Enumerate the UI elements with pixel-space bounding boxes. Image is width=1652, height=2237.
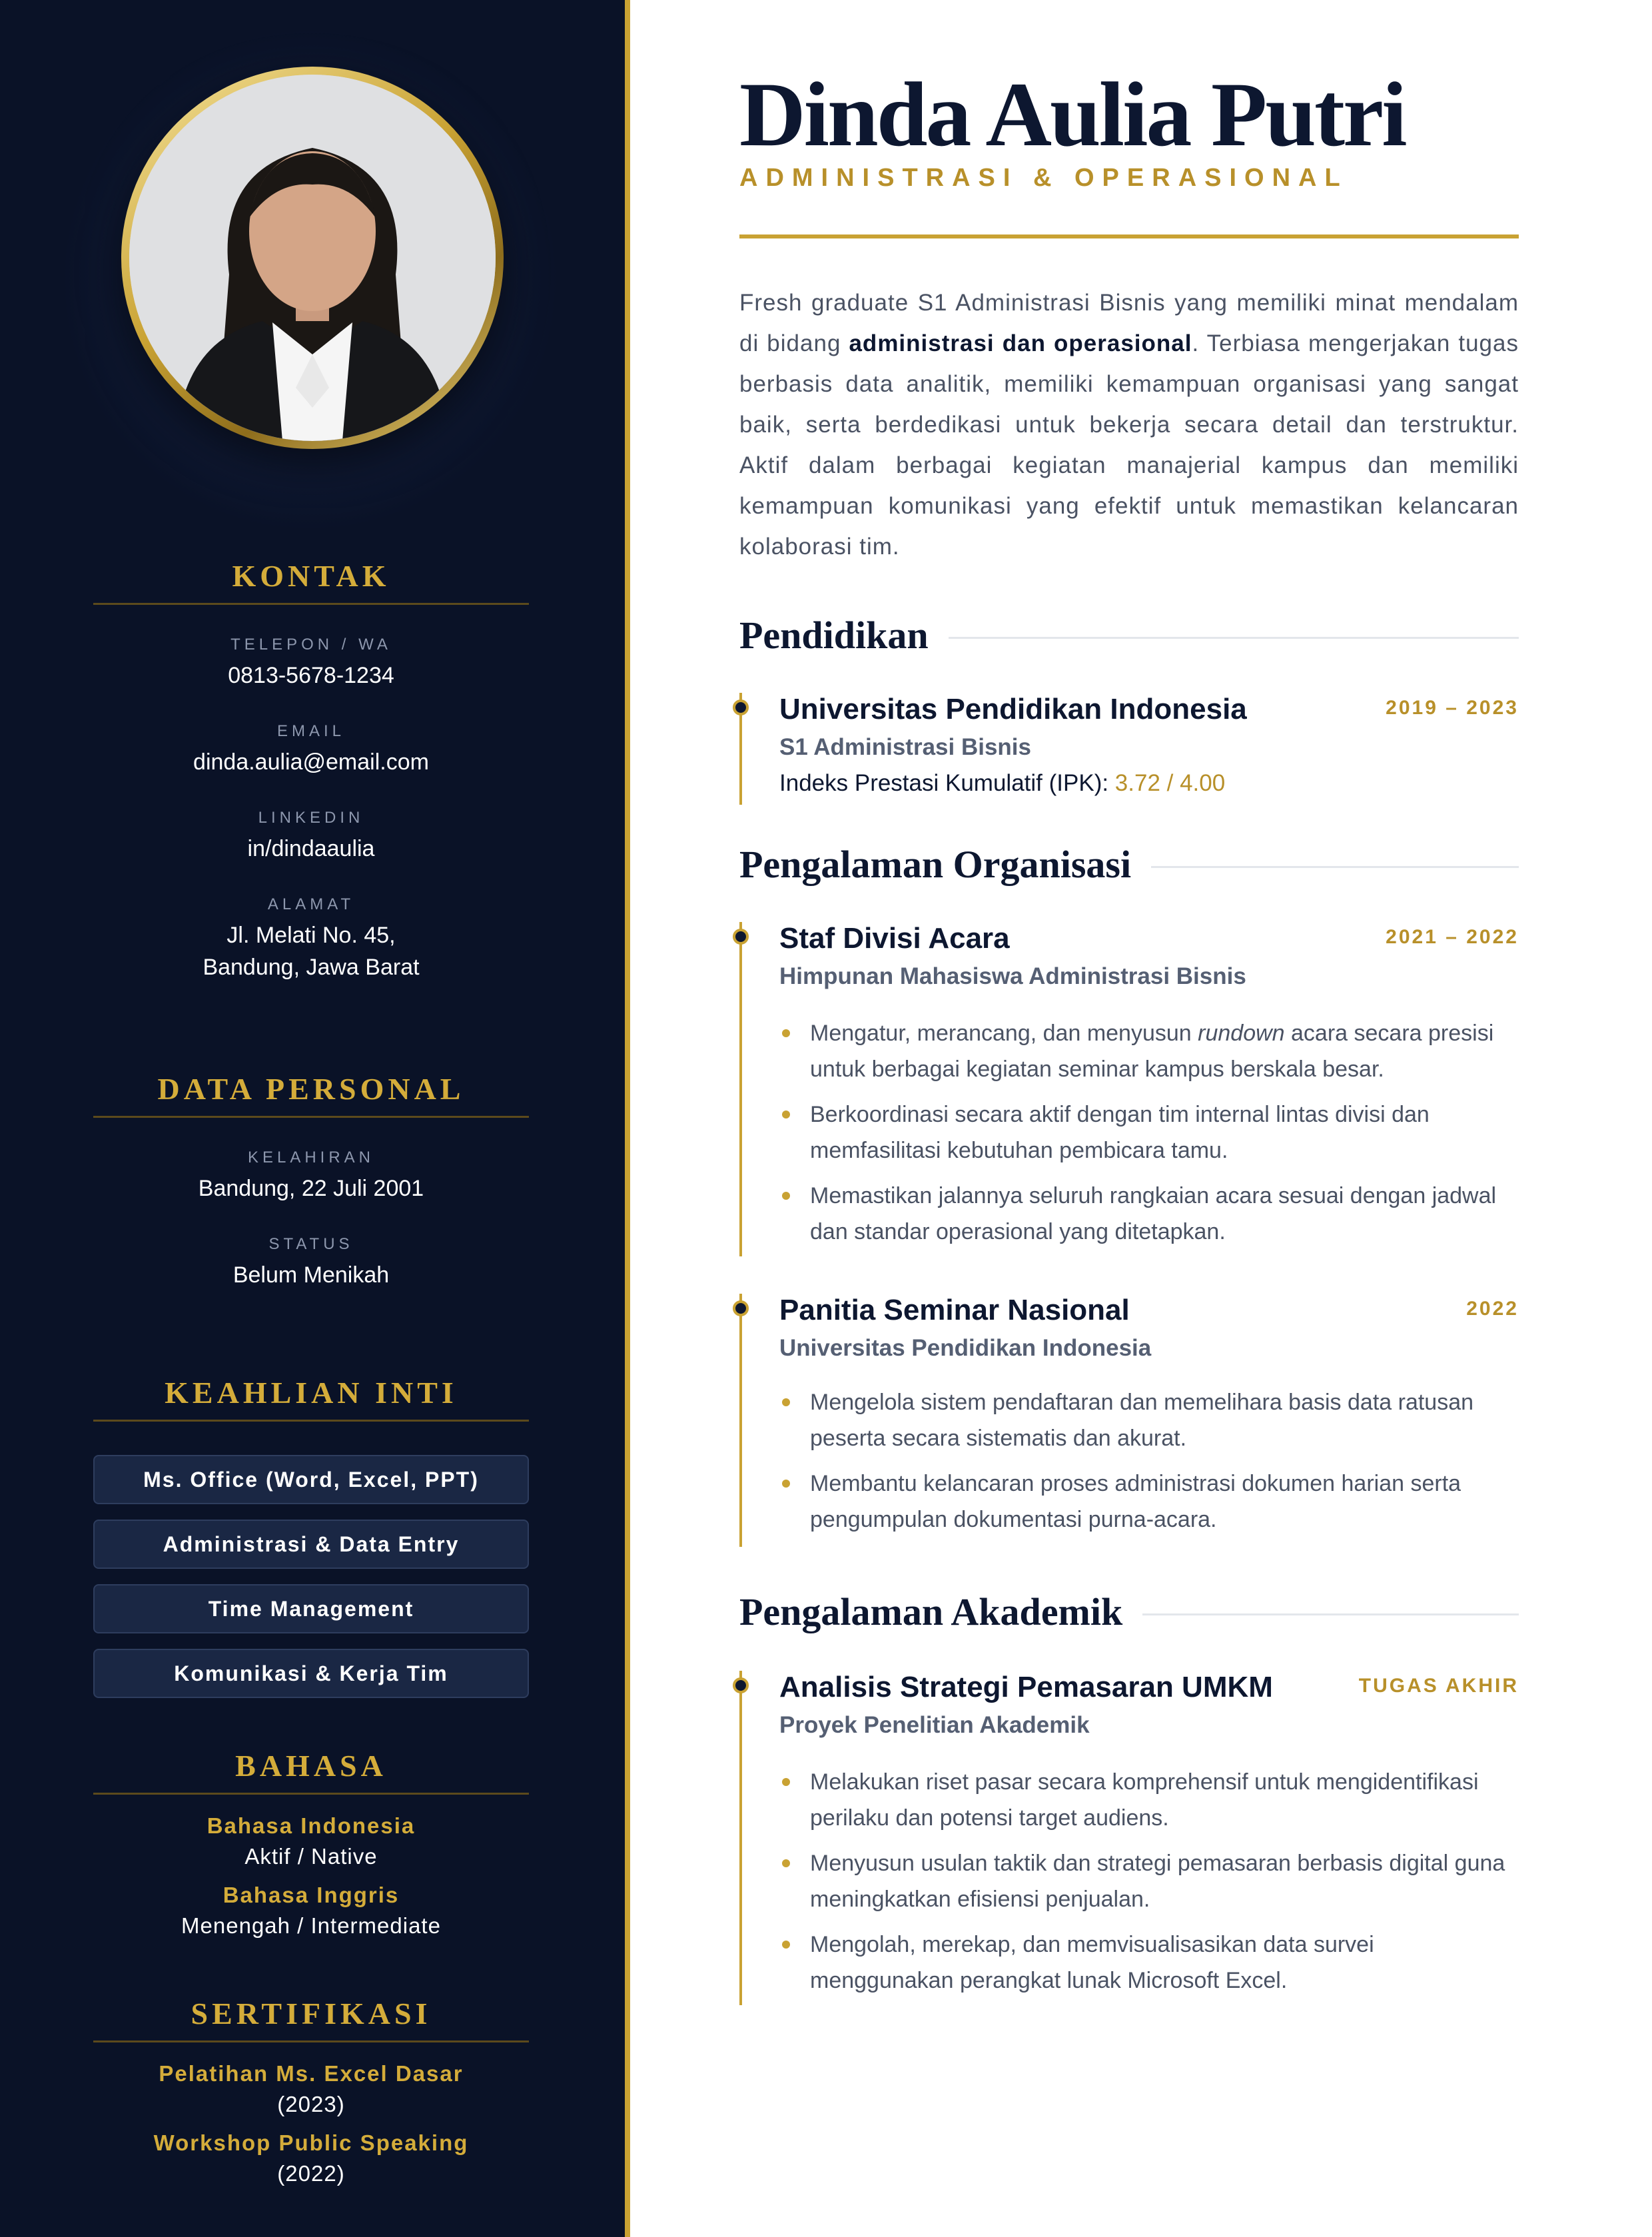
language-name: Bahasa Inggris (222, 1883, 400, 1907)
project-type: TUGAS AKHIR (1358, 1675, 1519, 1697)
certifications-heading: SERTIFIKASI (93, 1996, 529, 2042)
organization-name: Universitas Pendidikan Indonesia (779, 1335, 1152, 1361)
language-level: Menengah / Intermediate (181, 1913, 441, 1938)
phone-value[interactable]: 0813-5678-1234 (228, 663, 394, 688)
education-heading-text: Pendidikan (739, 614, 929, 657)
academic-heading-text: Pengalaman Akademik (739, 1590, 1123, 1633)
heading-divider (949, 637, 1519, 639)
certification-year: (2022) (277, 2161, 345, 2186)
address-line-1: Jl. Melati No. 45, (226, 923, 396, 948)
degree: S1 Administrasi Bisnis (779, 734, 1031, 760)
summary-text-1: Fresh graduate S1 Administrasi Bisnis yang memiliki minat mendalam di bidang (739, 290, 1519, 356)
avatar-frame (121, 67, 504, 449)
position-title: Staf Divisi Acara (779, 922, 1010, 955)
education-entry (739, 693, 1519, 805)
status-value: Belum Menikah (232, 1262, 390, 1288)
linkedin-value[interactable]: in/dindaaulia (247, 836, 375, 861)
timeline-dot (733, 929, 749, 945)
school-name: Universitas Pendidikan Indonesia (779, 693, 1247, 725)
timeline-dot (733, 699, 749, 715)
duty-item: Melakukan riset pasar secara komprehensif untuk mengidentifikasi perilaku dan potensi target audiens. (779, 1764, 1512, 1836)
organization-heading-text: Pengalaman Organisasi (739, 843, 1132, 886)
status-label: STATUS (268, 1235, 354, 1253)
duties-list (779, 1015, 1512, 1259)
certification-name: Pelatihan Ms. Excel Dasar (159, 2061, 464, 2086)
header-divider (739, 234, 1519, 238)
academic-entry (739, 1671, 1519, 2005)
skills-section (93, 1375, 529, 1698)
portrait-photo (129, 75, 496, 441)
duties-list (779, 1764, 1512, 2008)
gpa-label: Indeks Prestasi Kumulatif (IPK): (779, 770, 1115, 796)
skills-heading: KEAHLIAN INTI (93, 1375, 529, 1422)
personal-section (93, 1071, 529, 1291)
organization-entry (739, 922, 1519, 1256)
skill-tag: Ms. Office (Word, Excel, PPT) (93, 1455, 529, 1504)
duty-emphasis: rundown (1198, 1021, 1285, 1046)
education-heading (739, 613, 1519, 658)
address-line-2: Bandung, Jawa Barat (203, 955, 420, 980)
timeline-bar (739, 1671, 742, 2005)
gpa-line (779, 770, 1225, 797)
duty-item: Membantu kelancaran proses administrasi dokumen harian serta pengumpulan dokumentasi purna-acara. (779, 1466, 1512, 1538)
education-date: 2019 – 2023 (1386, 697, 1519, 719)
avatar (129, 75, 496, 441)
timeline-bar (739, 922, 742, 1256)
contact-section (93, 558, 529, 983)
candidate-role: ADMINISTRASI & OPERASIONAL (739, 164, 1348, 192)
skill-tag: Komunikasi & Kerja Tim (93, 1649, 529, 1698)
profile-summary (739, 282, 1519, 567)
duty-text: Mengatur, merancang, dan menyusun (810, 1021, 1198, 1046)
certification-year: (2023) (277, 2092, 345, 2116)
timeline-dot (733, 1300, 749, 1316)
timeline-bar (739, 1294, 742, 1547)
position-date: 2021 – 2022 (1386, 926, 1519, 948)
position-date: 2022 (1466, 1298, 1519, 1320)
sidebar-divider (625, 0, 630, 2237)
skill-tag: Administrasi & Data Entry (93, 1520, 529, 1569)
position-title: Panitia Seminar Nasional (779, 1294, 1130, 1326)
timeline-dot (733, 1677, 749, 1693)
duties-list (779, 1384, 1512, 1547)
languages-section (93, 1748, 529, 1939)
candidate-name: Dinda Aulia Putri (739, 63, 1406, 165)
duty-item: Berkoordinasi secara aktif dengan tim internal lintas divisi dan memfasilitasi kebutuhan pembicara tamu. (779, 1097, 1512, 1168)
organization-name: Himpunan Mahasiswa Administrasi Bisnis (779, 963, 1246, 989)
academic-heading (739, 1589, 1519, 1634)
gpa-value: 3.72 / 4.00 (1114, 770, 1226, 796)
summary-highlight: administrasi dan operasional (849, 330, 1192, 356)
skill-tag: Time Management (93, 1584, 529, 1633)
language-level: Aktif / Native (244, 1844, 378, 1869)
duty-item: Memastikan jalannya seluruh rangkaian acara sesuai dengan jadwal dan standar operasional yang ditetapkan. (779, 1178, 1512, 1250)
duty-text: acara secara presisi untuk berbagai kegiatan seminar kampus berskala besar. (810, 1021, 1494, 1082)
duty-item: Menyusun usulan taktik dan strategi pemasaran berbasis digital guna meningkatkan efisiensi penjualan. (779, 1845, 1512, 1917)
organization-entry (739, 1294, 1519, 1547)
languages-heading: BAHASA (93, 1748, 529, 1795)
linkedin-label: LINKEDIN (258, 809, 364, 827)
language-name: Bahasa Indonesia (206, 1813, 416, 1838)
address-value (93, 919, 529, 983)
address-label: ALAMAT (267, 895, 355, 913)
duty-item (779, 1015, 1512, 1087)
email-label: EMAIL (276, 722, 346, 740)
contact-heading: KONTAK (93, 558, 529, 605)
duty-item: Mengelola sistem pendaftaran dan memelihara basis data ratusan peserta secara sistematis dan akurat. (779, 1384, 1512, 1456)
organization-heading (739, 842, 1519, 887)
duty-item: Mengolah, merekap, dan memvisualisasikan data survei menggunakan perangkat lunak Microsoft Excel. (779, 1927, 1512, 1999)
heading-divider (1151, 866, 1519, 868)
certifications-section (93, 1996, 529, 2186)
project-title: Analisis Strategi Pemasaran UMKM (779, 1671, 1273, 1703)
sidebar (0, 0, 625, 2237)
email-value[interactable]: dinda.aulia@email.com (193, 749, 429, 775)
phone-label: TELEPON / WA (230, 636, 392, 654)
birth-value: Bandung, 22 Juli 2001 (198, 1176, 424, 1201)
skills-list (93, 1455, 529, 1698)
birth-label: KELAHIRAN (247, 1148, 375, 1166)
summary-text-2: . Terbiasa mengerjakan tugas berbasis data analitik, memiliki kemampuan organisasi yang sangat baik, serta berdedikasi untuk bekerja secara detail dan terstruktur. Aktif dalam berbagai kegiatan manajerial kampus dan memiliki kemampuan komunikasi yang efektif untuk memastikan kelancaran kolaborasi tim. (739, 330, 1519, 560)
heading-divider (1142, 1613, 1519, 1615)
project-subtitle: Proyek Penelitian Akademik (779, 1712, 1090, 1738)
certification-name: Workshop Public Speaking (153, 2130, 469, 2155)
personal-heading: DATA PERSONAL (93, 1071, 529, 1118)
